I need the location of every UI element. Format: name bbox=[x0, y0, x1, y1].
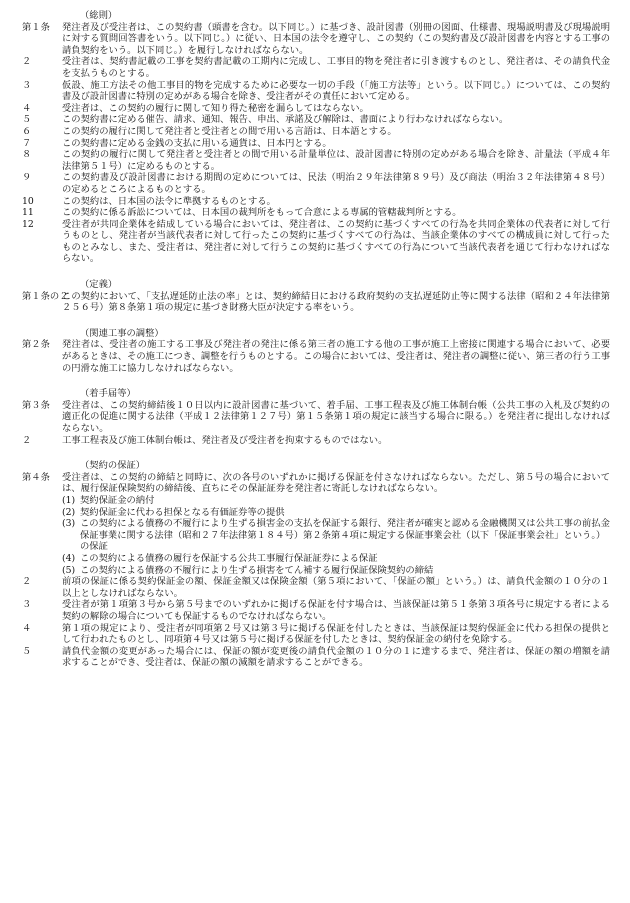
list-item bbox=[62, 518, 610, 553]
paragraph-4 bbox=[22, 622, 610, 646]
section-title: （総則） bbox=[80, 10, 118, 21]
article-text: 受注者は、この契約締結後１０日以内に設計図書に基づいて、着手届、工事工程表及び施工体制台帳（公共工事の入札及び契約の適正化の促進に関する法律（平成１２法律第１２７号）第１５条第１項の規定に該当する場合に限る。）を発注者に提出しなければならない。 bbox=[62, 399, 610, 434]
article-text: 受注者は、この契約の締結と同時に、次の各号のいずれかに掲げる保証を付さなければならない。ただし、第５号の場合においては、履行保証保険契約の締結後、直ちにその保証証券を発注者に寄託しなければならない。 bbox=[62, 471, 610, 495]
paragraph-number: ５ bbox=[22, 114, 32, 126]
item-number: (2) bbox=[62, 506, 76, 518]
list-item bbox=[62, 507, 610, 519]
paragraph-5 bbox=[22, 114, 610, 126]
article-number: 第２条 bbox=[22, 339, 50, 351]
item-number: (1) bbox=[62, 494, 76, 506]
section-title: （契約の保証） bbox=[80, 460, 146, 472]
section-contract-guarantee bbox=[22, 460, 610, 669]
paragraph-number: ７ bbox=[22, 137, 32, 149]
paragraph-number: ４ bbox=[22, 102, 32, 114]
item-number: (5) bbox=[62, 564, 76, 576]
paragraph-2 bbox=[22, 576, 610, 599]
paragraph-number: ４ bbox=[22, 622, 32, 634]
list-item bbox=[62, 565, 610, 577]
paragraph-number: 10 bbox=[22, 195, 34, 207]
article-4 bbox=[22, 471, 610, 495]
article-number: 第１条の２ bbox=[22, 290, 69, 302]
list-item bbox=[62, 495, 610, 507]
paragraph-3 bbox=[22, 79, 610, 103]
paragraph-9 bbox=[22, 172, 610, 195]
paragraph-number: ９ bbox=[22, 172, 32, 184]
section-commencement-notice bbox=[22, 388, 610, 446]
paragraph-number: 12 bbox=[22, 218, 34, 230]
article-number: 第１条 bbox=[22, 21, 50, 33]
paragraph-text: 受注者が第１項第３号から第５号までのいずれかに掲げる保証を付す場合は、当該保証は第５１条第３項各号に規定する者による契約の解除の場合についても保証するものでなければならない。 bbox=[62, 599, 610, 622]
section-general-provisions bbox=[22, 10, 610, 265]
article-3 bbox=[22, 399, 610, 435]
paragraph-text: 前項の保証に係る契約保証金の額、保証金額又は保険金額（第５項において、「保証の額」という。）は、請負代金額の１０分の１以上としなければならない。 bbox=[62, 576, 610, 599]
paragraph-4 bbox=[22, 102, 610, 115]
section-title: （着手届等） bbox=[80, 388, 136, 400]
paragraph-12 bbox=[22, 218, 610, 265]
article-text: 発注者は、受注者の施工する工事及び発注者の発注に係る第三者の施工する他の工事が施工上密接に関連する場合において、必要があるときは、その施工につき、調整を行うものとする。この場合においては、受注者は、発注者の調整に従い、第三者の行う工事の円滑な施工に協力しなければならない。 bbox=[62, 339, 610, 374]
paragraph-number: ２ bbox=[22, 576, 32, 588]
item-number: (4) bbox=[62, 552, 76, 564]
paragraph-text: この契約に係る訴訟については、日本国の裁判所をもって合意による専属的管轄裁判所とする。 bbox=[62, 207, 462, 219]
paragraph-text: この契約書及び設計図書における期間の定めについては、民法（明治２９年法律第８９号）及び商法（明治３２年法律第４８号）の定めるところによるものとする。 bbox=[62, 172, 610, 195]
paragraph-text: 受注者が共同企業体を結成している場合においては、発注者は、この契約に基づくすべての行為を共同企業体の代表者に対して行うものとし、発注者が当該代表者に対して行ったこの契約に基づくすべての行為は、当該企業体のすべての構成員に対して行ったものとみなし、また、受注者は、発注者に対して行うこの契約に基づくすべての行為について当該代表者を通じて行わなければならない。 bbox=[62, 218, 610, 265]
section-definitions bbox=[22, 279, 610, 314]
section-related-work bbox=[22, 327, 610, 374]
item-text: この契約による債務の不履行により生ずる損害をてん補する履行保証保険契約の締結 bbox=[80, 564, 434, 576]
section-title: （定義） bbox=[80, 279, 118, 291]
paragraph-number: ２ bbox=[22, 56, 32, 68]
paragraph-2 bbox=[22, 56, 610, 79]
paragraph-text: この契約の履行に関して発注者と受注者との間で用いる言語は、日本語とする。 bbox=[62, 125, 397, 137]
paragraph-text: この契約の履行に関して発注者と受注者との間で用いる計量単位は、設計図書に特別の定めがある場合を除き、計量法（平成４年法律第５１号）に定めるものとする。 bbox=[62, 149, 610, 172]
article-text: 発注者及び受注者は、この契約書（頭書を含む。以下同じ。）に基づき、設計図書（別冊の図面、仕様書、現場説明書及び現場説明に対する質問回答書をいう。以下同じ。）に従い、日本国の法令を遵守し、この契約（この契約書及び設計図書を内容とする工事の請負契約をいう。以下同じ。）を履行しなければならない。 bbox=[62, 21, 610, 56]
paragraph-number: ３ bbox=[22, 599, 32, 611]
article-1-2 bbox=[22, 290, 610, 314]
paragraph-text: 受注者は、この契約の履行に関して知り得た秘密を漏らしてはならない。 bbox=[62, 102, 369, 114]
paragraph-8 bbox=[22, 149, 610, 172]
item-text: 契約保証金に代わる担保となる有価証券等の提供 bbox=[80, 506, 285, 518]
paragraph-7 bbox=[22, 137, 610, 150]
paragraph-number: ３ bbox=[22, 79, 32, 91]
paragraph-number: 11 bbox=[22, 207, 34, 219]
article-number: 第３条 bbox=[22, 399, 50, 411]
paragraph-text: 請負代金額の変更があった場合には、保証の額が変更後の請負代金額の１０分の１に達するまで、発注者は、保証の額の増額を請求することができ、受注者は、保証の額の減額を請求することができる。 bbox=[62, 645, 610, 669]
paragraph-number: ５ bbox=[22, 645, 32, 657]
paragraph-text: この契約書に定める催告、請求、通知、報告、申出、承諾及び解除は、書面により行わなければならない。 bbox=[62, 114, 509, 126]
article-number: 第４条 bbox=[22, 471, 50, 483]
item-number: (3) bbox=[62, 518, 76, 530]
paragraph-number: ２ bbox=[22, 434, 32, 446]
paragraph-text: 受注者は、契約書記載の工事を契約書記載の工期内に完成し、工事目的物を発注者に引き渡すものとし、発注者は、その請負代金を支払うものとする。 bbox=[62, 56, 610, 79]
item-text: この契約による債務の履行を保証する公共工事履行保証証券による保証 bbox=[80, 552, 378, 564]
article-2 bbox=[22, 339, 610, 374]
paragraph-6 bbox=[22, 125, 610, 138]
paragraph-number: ６ bbox=[22, 125, 32, 137]
list-item bbox=[62, 553, 610, 565]
paragraph-number: ８ bbox=[22, 149, 32, 161]
paragraph-11 bbox=[22, 207, 610, 219]
paragraph-text: この契約書に定める金銭の支払に用いる通貨は、日本円とする。 bbox=[62, 137, 332, 149]
paragraph-3 bbox=[22, 599, 610, 622]
paragraph-10 bbox=[22, 195, 610, 208]
paragraph-text: 仮設、施工方法その他工事目的物を完成するために必要な一切の手段（「施工方法等」という。以下同じ。）については、この契約書及び設計図書に特別の定めがある場合を除き、受注者がその責任において定める。 bbox=[62, 79, 610, 103]
article-1 bbox=[22, 21, 610, 57]
paragraph-5 bbox=[22, 645, 610, 669]
item-text: この契約による債務の不履行により生ずる損害金の支払を保証する銀行、発注者が確実と認める金融機関又は公共工事の前払金保証事業に関する法律（昭和２７年法律第１８４号）第２条第４項に規定する保証事業会社（以下「保証事業会社」という。）の保証 bbox=[80, 518, 610, 553]
item-text: 契約保証金の納付 bbox=[80, 494, 155, 506]
paragraph-2 bbox=[22, 434, 610, 447]
paragraph-text: 工事工程表及び施工体制台帳は、発注者及び受注者を拘束するものではない。 bbox=[62, 434, 388, 446]
section-title: （関連工事の調整） bbox=[80, 327, 164, 339]
paragraph-text: この契約は、日本国の法令に準拠するものとする。 bbox=[62, 195, 276, 207]
article-text: この契約において、「支払遅延防止法の率」とは、契約締結日における政府契約の支払遅延防止等に関する法律（昭和２４年法律第２５６号）第８条第１項の規定に基づき財務大臣が決定する率をいう。 bbox=[62, 290, 610, 314]
paragraph-text: 第１項の規定により、受注者が同項第２号又は第３号に掲げる保証を付したときは、当該保証は契約保証金に代わる担保の提供として行われたものとし、同項第４号又は第５号に掲げる保証を付したときは、契約保証金の納付を免除する。 bbox=[62, 622, 610, 646]
